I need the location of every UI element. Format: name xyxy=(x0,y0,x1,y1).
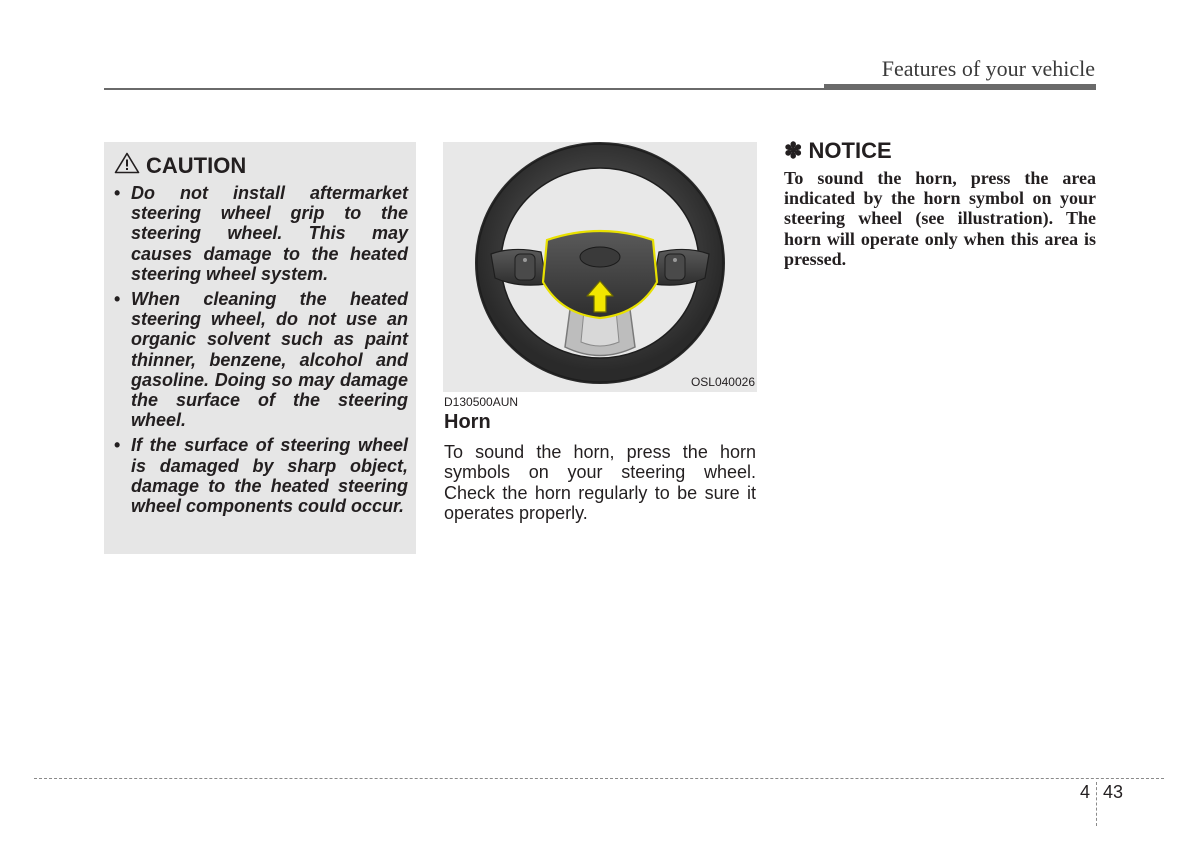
horn-body-text: To sound the horn, press the horn symbols on your steering wheel. Check the horn regularly to be sure it operates properly. xyxy=(444,442,756,523)
caution-item xyxy=(114,183,408,284)
chapter-number: 4 xyxy=(1080,782,1091,802)
caution-title: CAUTION xyxy=(146,152,247,178)
bullet: • xyxy=(114,435,121,456)
caution-item xyxy=(114,435,408,516)
notice-title: ✽ NOTICE xyxy=(784,138,892,163)
section-code: D130500AUN xyxy=(444,395,519,409)
footer-rule xyxy=(34,778,1164,779)
header-rule-accent xyxy=(824,84,1096,90)
caution-item xyxy=(114,289,408,430)
notice-body-text: To sound the horn, press the area indicated by the horn symbol on your steering wheel (see illustration). The horn will operate only when this area is pressed. xyxy=(784,168,1096,269)
caution-item-text: Do not install aftermarket steering wheel grip to the steering wheel. This may causes damage to the heated steering wheel system. xyxy=(131,183,408,284)
header-rule xyxy=(104,88,824,90)
caution-box xyxy=(104,142,416,554)
caution-item-text: If the surface of steering wheel is damaged by sharp object, damage to the heated steering wheel components could occur. xyxy=(131,435,408,517)
steering-wheel-illustration xyxy=(443,142,757,392)
bullet: • xyxy=(114,183,121,203)
page-number: 43 xyxy=(1103,782,1124,802)
header-title: Features of your vehicle xyxy=(881,56,1095,81)
warning-triangle-icon xyxy=(114,152,140,179)
caution-header xyxy=(114,152,408,179)
section-title-horn: Horn xyxy=(444,411,491,433)
figure-code: OSL040026 xyxy=(690,375,755,389)
page-number-divider xyxy=(1096,782,1097,826)
bullet: • xyxy=(114,289,121,310)
steering-wheel-icon xyxy=(443,142,757,392)
caution-list xyxy=(114,183,408,516)
caution-item-text: When cleaning the heated steering wheel, do not use an organic solvent such as paint thinner, benzene, alcohol and gasoline. Doing so may damage the surface of the steering wheel. xyxy=(131,289,408,431)
